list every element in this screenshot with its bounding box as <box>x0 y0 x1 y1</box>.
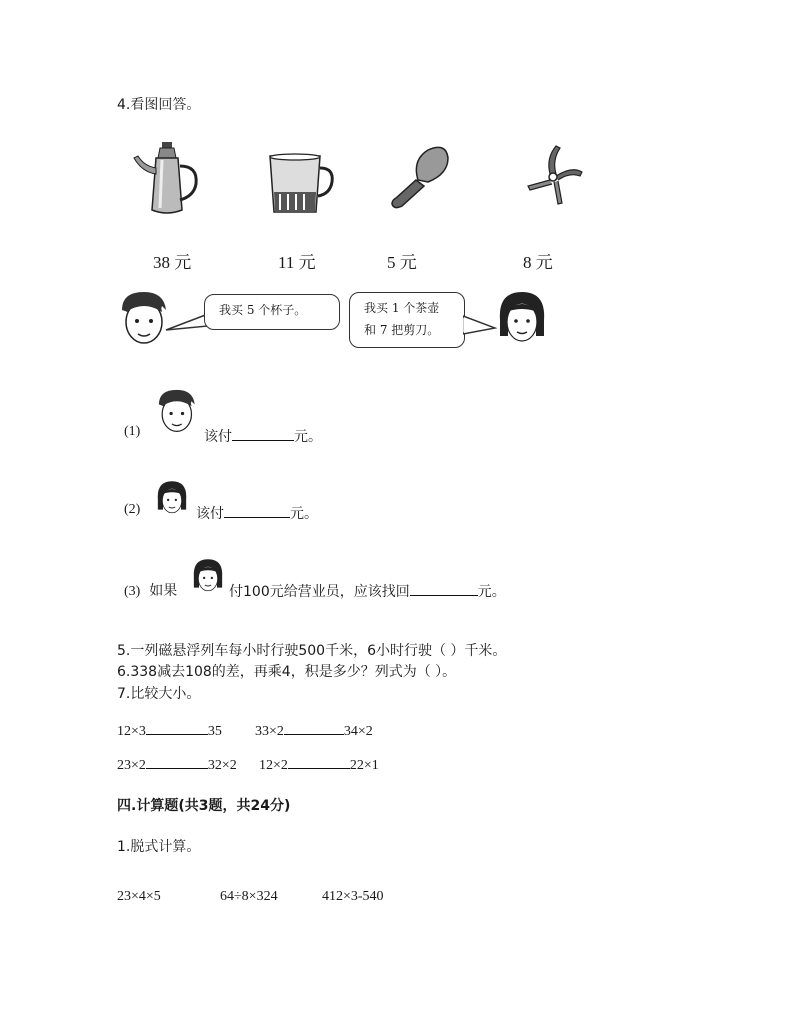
sub-question-3-number: (3) <box>124 584 141 599</box>
sub-question-2-number: (2) <box>124 502 141 517</box>
compare-left: 12×2 <box>259 758 288 773</box>
boy-speech-bubble <box>204 294 340 330</box>
question-4-title: 4.看图回答。 <box>117 97 201 113</box>
price-trowel: 5 元 <box>387 253 417 272</box>
compare-blank[interactable] <box>146 720 208 735</box>
trowel-icon <box>388 146 450 212</box>
calc-expression-1: 23×4×5 <box>117 889 161 904</box>
sub-question-3-prefix <box>124 580 177 600</box>
sub-question-1-label: 该付 <box>204 429 232 445</box>
compare-row-1-item-2 <box>255 720 373 740</box>
sub-question-1-number: (1) <box>124 424 141 439</box>
sub-question-2-label: 该付 <box>196 506 224 522</box>
section-4-title: 四.计算题(共3题，共24分) <box>117 798 291 814</box>
boy-small-icon <box>154 388 198 434</box>
girl-small-icon-2 <box>190 558 226 594</box>
girl-speech-line-1: 我买 1 个茶壶 <box>364 301 440 315</box>
question-7-title: 7.比较大小。 <box>117 686 201 702</box>
girl-avatar-icon <box>494 290 550 346</box>
compare-blank[interactable] <box>146 754 208 769</box>
compare-row-1-item-1 <box>117 720 222 740</box>
price-teapot: 38 元 <box>153 253 192 272</box>
sub-question-3-text <box>229 581 506 601</box>
sub-question-2-unit: 元。 <box>290 506 318 522</box>
price-scissors: 8 元 <box>523 253 553 272</box>
sub-question-3-label: 付100元给营业员，应该找回 <box>229 584 410 600</box>
compare-right: 32×2 <box>207 758 237 773</box>
scissors-icon <box>522 144 586 208</box>
cup-icon <box>266 152 336 216</box>
sub-question-1-text <box>204 426 322 446</box>
sub-question-3-answer-blank[interactable] <box>410 581 478 596</box>
compare-left: 12×3 <box>117 724 146 739</box>
sub-question-1-unit: 元。 <box>294 429 322 445</box>
compare-left: 33×2 <box>255 724 284 739</box>
compare-blank[interactable] <box>284 720 344 735</box>
question-5: 5.一列磁悬浮列车每小时行驶500千米，6小时行驶（ ）千米。 <box>117 643 507 659</box>
compare-right: 34×2 <box>343 724 373 739</box>
girl-bubble-tail <box>463 314 497 338</box>
sub-question-3-unit: 元。 <box>477 584 506 600</box>
sub-question-3-if: 如果 <box>149 583 178 599</box>
girl-speech-line-2: 和 7 把剪刀。 <box>364 323 440 337</box>
calc-expression-2: 64÷8×324 <box>220 889 278 904</box>
price-cup: 11 元 <box>278 253 316 272</box>
compare-right: 35 <box>207 724 222 739</box>
boy-speech-text: 我买 5 个杯子。 <box>219 303 307 317</box>
question-6: 6.338减去108的差，再乘4，积是多少？列式为（ ）。 <box>117 664 457 680</box>
girl-small-icon <box>154 480 190 516</box>
boy-avatar-icon <box>116 290 170 346</box>
calc-expression-3: 412×3-540 <box>322 889 384 904</box>
teapot-icon <box>132 140 206 218</box>
calc-question-1-title: 1.脱式计算。 <box>117 839 201 855</box>
compare-left: 23×2 <box>117 758 146 773</box>
compare-row-2-item-1 <box>117 754 237 774</box>
compare-row-2-item-2 <box>259 754 379 774</box>
sub-question-2-answer-blank[interactable] <box>224 503 290 518</box>
sub-question-1-answer-blank[interactable] <box>232 426 294 441</box>
compare-right: 22×1 <box>349 758 379 773</box>
girl-speech-bubble <box>349 292 465 348</box>
sub-question-2-text <box>196 503 318 523</box>
compare-blank[interactable] <box>288 754 350 769</box>
